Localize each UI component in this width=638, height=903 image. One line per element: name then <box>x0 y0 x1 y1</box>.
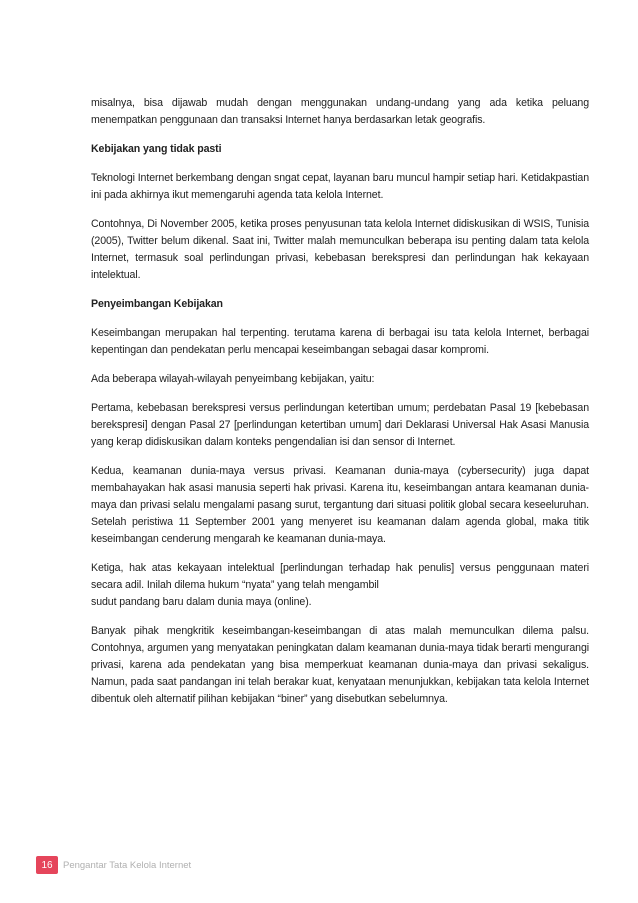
paragraph-example-twitter: Contohnya, Di November 2005, ketika proses penyusunan tata kelola Internet didiskusikan di WSIS, Tunisia (2005), Twitter belum dikenal. Saat ini, Twitter malah memunculkan beberapa isu penting dalam tata kelola Internet, termasuk soal perlindungan privasi, kebebasan berekspresi dan perlindungan hak kekayaan intelektual. <box>91 218 589 281</box>
page-footer <box>36 856 191 874</box>
paragraph-first-area: Pertama, kebebasan berekspresi versus perlindungan ketertiban umum; perdebatan Pasal 19 [kebebasan berekspresi] dengan Pasal 27 [perlindungan ketertiban umum] dari Deklarasi Universal Hak Asasi Manusia yang kerap didiskusikan dalam konteks pengendalian isi dan sensor di Internet. <box>91 402 589 448</box>
section-heading-policy-balancing: Penyeimbangan Kebijakan <box>91 298 223 310</box>
section-heading-uncertain-policy: Kebijakan yang tidak pasti <box>91 143 222 155</box>
page-number-badge: 16 <box>36 856 58 874</box>
paragraph-second-area: Kedua, keamanan dunia-maya versus privasi. Keamanan dunia-maya (cybersecurity) juga dapat membahayakan hak asasi manusia seperti hak privasi. Karena itu, keseimbangan antara keamanan dunia-maya dan privasi selalu mengalami pasang surut, tergantung dari situasi politik global secara keseeluruhan. Setelah peristiwa 11 September 2001 yang menyeret isu keamanan dalam agenda global, maka titik keseimbangan cenderung mengarah ke keamanan dunia-maya. <box>91 465 589 545</box>
page-body <box>91 95 589 720</box>
footer-book-title: Pengantar Tata Kelola Internet <box>63 859 192 871</box>
paragraph-technology: Teknologi Internet berkembang dengan sngat cepat, layanan baru muncul hampir setiap hari. Ketidakpastian ini pada akhirnya ikut memengaruhi agenda tata kelola Internet. <box>91 172 589 201</box>
paragraph-third-area-line-2: sudut pandang baru dalam dunia maya (online). <box>91 596 312 608</box>
paragraph-critique: Banyak pihak mengkritik keseimbangan-keseimbangan di atas malah memunculkan dilema palsu. Contohnya, argumen yang menyatakan peningkatan dalam keamanan dunia-maya tidak berarti mengurangi privasi, karena ada pendekatan yang bisa memperkuat keamanan dunia-maya dan privasi sekaligus. Namun, pada saat pandangan ini telah berakar kuat, kenyataan menunjukkan, kebijakan tata kelola Internet dibentuk oleh alternatif pilihan kebijakan “biner” yang disebutkan sebelumnya. <box>91 625 589 705</box>
paragraph-continuation: misalnya, bisa dijawab mudah dengan menggunakan undang-undang yang ada ketika peluang menempatkan penggunaan dan transaksi Internet hanya berdasarkan letak geografis. <box>91 97 589 126</box>
paragraph-third-area-line-1: Ketiga, hak atas kekayaan intelektual [perlindungan terhadap hak penulis] versus penggunaan materi secara adil. Inilah dilema hukum “nyata” yang telah mengambil <box>91 562 589 591</box>
paragraph-third-area <box>91 560 589 611</box>
paragraph-balance: Keseimbangan merupakan hal terpenting. terutama karena di berbagai isu tata kelola Internet, berbagai kepentingan dan pendekatan perlu mencapai keseimbangan sebagai dasar kompromi. <box>91 327 589 356</box>
paragraph-balancing-areas: Ada beberapa wilayah-wilayah penyeimbang kebijakan, yaitu: <box>91 373 375 385</box>
